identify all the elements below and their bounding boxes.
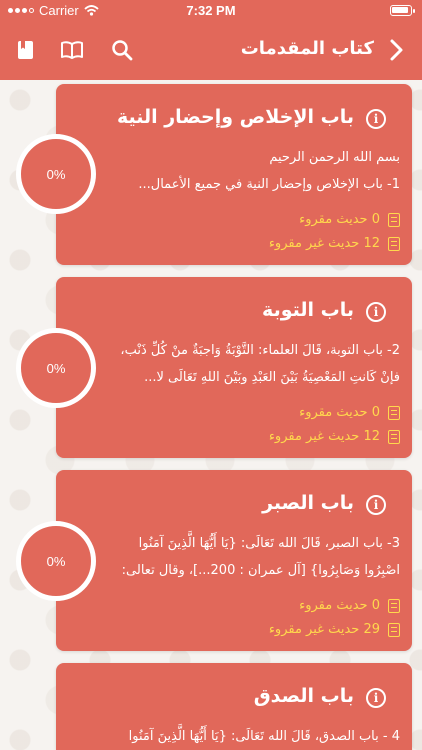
- read-count: [299, 598, 400, 613]
- page-title: كتاب المقدمات: [240, 38, 374, 59]
- info-icon[interactable]: i: [366, 109, 386, 129]
- chapter-card-tawba[interactable]: [56, 277, 412, 458]
- chapter-card-sidq[interactable]: [56, 663, 412, 750]
- book-icon: [388, 430, 400, 444]
- chapter-title: باب الإخلاص وإحضار النية: [116, 106, 354, 128]
- unread-count-label: 12 حديث غير مقروء: [268, 236, 380, 251]
- read-count: [299, 212, 400, 227]
- info-icon[interactable]: i: [366, 688, 386, 708]
- battery-icon: [390, 5, 412, 16]
- unread-count: [269, 429, 400, 444]
- progress-circle: [16, 134, 96, 214]
- unread-count: [269, 236, 400, 251]
- chapter-excerpt-line1: 4 - باب الصدق، قَالَ الله تَعَالَى: {يَا أَيُّهَا الَّذِينَ آمَنُوا: [128, 729, 400, 744]
- chapter-excerpt-line2: فإنْ كَانتِ المَعْصِيَةُ بَيْنَ العَبْدِ وبَيْنَ اللهِ تَعَالَى لا...: [144, 370, 400, 385]
- book-icon: [388, 599, 400, 613]
- unread-count-label: 12 حديث غير مقروء: [268, 429, 380, 444]
- progress-label: 0%: [46, 553, 66, 569]
- open-book-icon[interactable]: [60, 38, 84, 62]
- chapter-title: باب التوبة: [262, 299, 354, 321]
- chapter-excerpt-line1: 3- باب الصبر، قَالَ الله تَعَالَى: {يَا أَيُّهَا الَّذِينَ آمَنُوا: [138, 536, 400, 551]
- chapter-excerpt-line2: اصْبِرُوا وَصَابِرُوا} [آل عمران : 200...]، وقال تعالى:: [121, 563, 400, 578]
- read-count: [299, 405, 400, 420]
- carrier-label: Carrier: [39, 3, 79, 18]
- progress-label: 0%: [46, 166, 66, 182]
- chapter-excerpt-line1: بسم الله الرحمن الرحيم: [269, 150, 400, 165]
- unread-count: [269, 622, 400, 637]
- book-icon: [388, 237, 400, 251]
- bookmark-book-icon[interactable]: [14, 38, 38, 62]
- chapter-excerpt-line2: 1- باب الإخلاص وإحضار النية في جميع الأعمال...: [138, 177, 400, 192]
- chapter-card-sabr[interactable]: [56, 470, 412, 651]
- book-icon: [388, 213, 400, 227]
- read-count-label: 0 حديث مقروء: [299, 405, 380, 420]
- status-time: 7:32 PM: [186, 3, 236, 18]
- search-icon[interactable]: [110, 38, 134, 62]
- progress-circle: [16, 328, 96, 408]
- book-icon: [388, 406, 400, 420]
- chapter-title: باب الصبر: [262, 492, 354, 514]
- status-bar: [0, 0, 422, 22]
- book-icon: [388, 623, 400, 637]
- back-chevron-icon[interactable]: [384, 38, 408, 62]
- progress-label: 0%: [46, 360, 66, 376]
- read-count-label: 0 حديث مقروء: [299, 212, 380, 227]
- chapter-excerpt-line1: 2- باب التوبة، قَالَ العلماء: التَّوْبَةُ وَاجبَةٌ منْ كُلِّ ذَنْب،: [120, 343, 400, 358]
- navigation-bar: [0, 30, 422, 70]
- info-icon[interactable]: i: [366, 302, 386, 322]
- progress-circle: [16, 521, 96, 601]
- read-count-label: 0 حديث مقروء: [299, 598, 380, 613]
- info-icon[interactable]: i: [366, 495, 386, 515]
- chapter-title: باب الصدق: [253, 685, 354, 707]
- header-bar: [0, 0, 422, 80]
- chapter-card-ikhlas[interactable]: [56, 84, 412, 265]
- unread-count-label: 29 حديث غير مقروء: [268, 622, 380, 637]
